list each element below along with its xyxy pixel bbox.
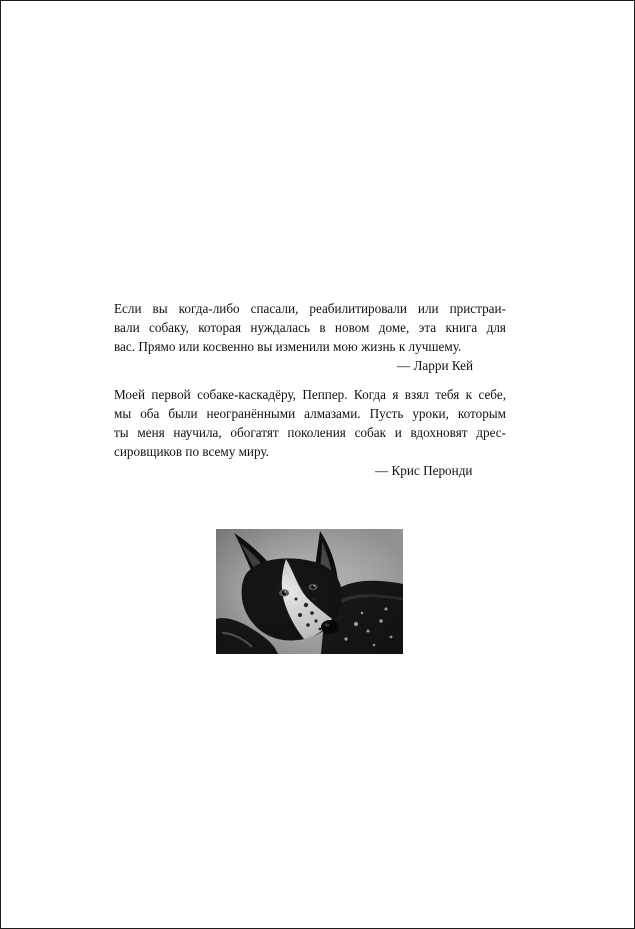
signature-chris-perondi: — Крис Перонди [375, 463, 473, 478]
dedication-line: Если вы когда-либо спасали, реабилитировали или пристраи- [114, 301, 506, 316]
signature-larry-kay: — Ларри Кей [397, 358, 474, 373]
dedication-larry-kay [114, 299, 506, 375]
dedication-line: вас. Прямо или косвенно вы изменили мою жизнь к лучшему. [114, 339, 462, 354]
dedication-line: Моей первой собаке-каскадёру, Пеппер. Когда я взял тебя к себе, [114, 387, 506, 402]
dog-photo [216, 529, 403, 654]
dog-illustration [216, 529, 403, 654]
dedication-line: мы оба были неогранёнными алмазами. Пусть уроки, которым [114, 406, 506, 421]
dedication-line: сировщиков по всему миру. [114, 444, 269, 459]
dedication-line: ты меня научила, обогатят поколения собак и вдохновят дрес- [114, 425, 506, 440]
dedication-chris-perondi [114, 385, 506, 480]
dedication-line: вали собаку, которая нуждалась в новом доме, эта книга для [114, 320, 506, 335]
